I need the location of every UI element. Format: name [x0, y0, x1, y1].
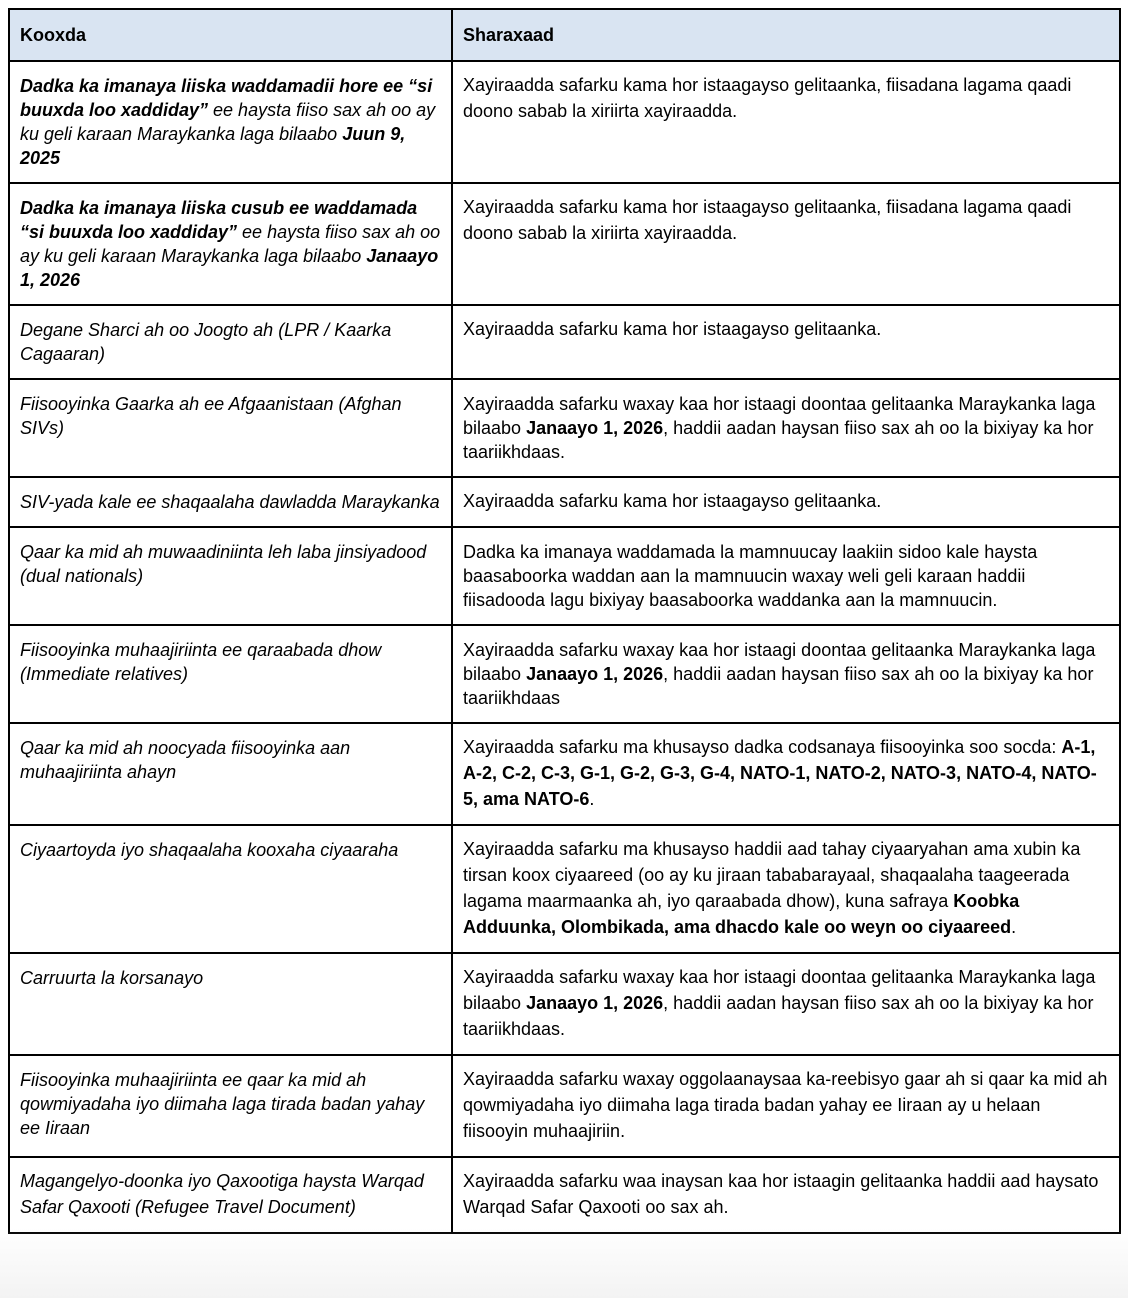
description-cell: [452, 1157, 1120, 1233]
description-cell: [452, 61, 1120, 183]
category-cell: [9, 953, 452, 1055]
text-segment: Xayiraadda safarku waxay oggolaanaysaa ka-reebisyo gaar ah si qaar ka mid ah qowmiyadaha iyo diimaha laga tirada badan yahay ee Iiraan ay u helaan fiisooyin muhaajiriin.: [463, 1069, 1108, 1141]
description-cell: [452, 625, 1120, 723]
text-segment: .: [589, 789, 595, 809]
category-cell: [9, 825, 452, 953]
table-row: [9, 477, 1120, 527]
category-cell: [9, 1157, 452, 1233]
category-cell: [9, 527, 452, 625]
text-segment: A-1, A-2, C-2, C-3, G-1, G-2, G-3, G-4, NATO-1, NATO-2, NATO-3, NATO-4, NATO-5, ama NATO-6: [463, 737, 1097, 809]
table-header-row: [9, 9, 1120, 61]
bottom-fade: [0, 1228, 1128, 1298]
category-cell: [9, 625, 452, 723]
text-segment: Ciyaartoyda iyo shaqaalaha kooxaha ciyaaraha: [20, 840, 399, 860]
category-cell: [9, 61, 452, 183]
description-cell: [452, 183, 1120, 305]
text-segment: Janaayo 1, 2026: [526, 418, 664, 438]
table-row: [9, 723, 1120, 825]
description-cell: [452, 825, 1120, 953]
text-segment: Xayiraadda safarku ma khusayso dadka codsanaya fiisooyinka soo socda:: [463, 737, 1062, 757]
table-row: [9, 825, 1120, 953]
text-segment: Dadka ka imanaya liiska waddamadii hore ee “si buuxda loo xaddiday”: [20, 76, 433, 120]
text-segment: , haddii aadan haysan fiiso sax ah oo la bixiyay ka hor taariikhdaas.: [463, 418, 1094, 462]
text-segment: Degane Sharci ah oo Joogto ah (LPR / Kaarka Cagaaran): [20, 320, 392, 364]
text-segment: Xayiraadda safarku waxay kaa hor istaagi doontaa gelitaanka Maraykanka laga bilaabo: [463, 394, 1096, 438]
text-segment: Magangelyo-doonka iyo Qaxootiga haysta Warqad Safar Qaxooti (Refugee Travel Document): [20, 1171, 424, 1217]
category-cell: [9, 1055, 452, 1157]
text-segment: Juun 9, 2025: [20, 124, 406, 168]
description-cell: [452, 1055, 1120, 1157]
text-segment: Janaayo 1, 2026: [526, 993, 664, 1013]
text-segment: ee haysta fiiso sax ah oo ay ku geli karaan Maraykanka laga bilaabo: [20, 100, 436, 144]
text-segment: Fiisooyinka Gaarka ah ee Afgaanistaan (Afghan SIVs): [20, 394, 402, 438]
text-segment: ee haysta fiiso sax ah oo ay ku geli karaan Maraykanka laga bilaabo: [20, 222, 441, 266]
text-segment: , haddii aadan haysan fiiso sax ah oo la bixiyay ka hor taariikhdaas.: [463, 993, 1094, 1039]
travel-ban-table: [8, 8, 1121, 1234]
description-cell: [452, 305, 1120, 379]
table-row: [9, 379, 1120, 477]
text-segment: , haddii aadan haysan fiiso sax ah oo la bixiyay ka hor taariikhdaas: [463, 664, 1094, 708]
text-segment: Xayiraadda safarku kama hor istaagayso gelitaanka.: [463, 491, 882, 511]
category-cell: [9, 477, 452, 527]
text-segment: Dadka ka imanaya waddamada la mamnuucay laakiin sidoo kale haysta baasaboorka waddan aan la mamnuucin waxay weli geli karaan haddii fiisadooda lagu bixiyay baasaboorka waddanka aan la mamnuucin.: [463, 542, 1038, 610]
category-cell: [9, 305, 452, 379]
table-row: [9, 953, 1120, 1055]
category-cell: [9, 379, 452, 477]
description-cell: [452, 379, 1120, 477]
table-row: [9, 61, 1120, 183]
text-segment: SIV-yada kale ee shaqaalaha dawladda Maraykanka: [20, 492, 440, 512]
table-row: [9, 1157, 1120, 1233]
text-segment: Dadka ka imanaya liiska cusub ee waddamada “si buuxda loo xaddiday”: [20, 198, 418, 242]
text-segment: Carruurta la korsanayo: [20, 968, 204, 988]
text-segment: Xayiraadda safarku waxay kaa hor istaagi doontaa gelitaanka Maraykanka laga bilaabo: [463, 640, 1096, 684]
text-segment: Qaar ka mid ah noocyada fiisooyinka aan muhaajiriinta ahayn: [20, 738, 351, 782]
table-row: [9, 625, 1120, 723]
description-cell: [452, 527, 1120, 625]
category-cell: [9, 183, 452, 305]
text-segment: Fiisooyinka muhaajiriinta ee qaar ka mid ah qowmiyadaha iyo diimaha laga tirada badan yahay ee Iiraan: [20, 1070, 425, 1138]
table-row: [9, 1055, 1120, 1157]
text-segment: Xayiraadda safarku ma khusayso haddii aad tahay ciyaaryahan ama xubin ka tirsan koox ciyaareed (oo ay ku jiraan tababarayaal, shaqaalaha taageerada lagama maarmaanka ah, iyo qaraabada dhow), kuna safraya: [463, 839, 1081, 911]
text-segment: Janaayo 1, 2026: [526, 664, 664, 684]
text-segment: Fiisooyinka muhaajiriinta ee qaraabada dhow (Immediate relatives): [20, 640, 382, 684]
column-header-kooxda: Kooxda: [9, 9, 452, 61]
table-row: [9, 527, 1120, 625]
table-row: [9, 305, 1120, 379]
text-segment: Janaayo 1, 2026: [20, 246, 439, 290]
category-cell: [9, 723, 452, 825]
text-segment: Xayiraadda safarku waxay kaa hor istaagi doontaa gelitaanka Maraykanka laga bilaabo: [463, 967, 1096, 1013]
text-segment: Koobka Adduunka, Olombikada, ama dhacdo kale oo weyn oo ciyaareed: [463, 891, 1020, 937]
text-segment: Xayiraadda safarku kama hor istaagayso gelitaanka, fiisadana lagama qaadi doono sabab la xiriirta xayiraadda.: [463, 75, 1072, 121]
text-segment: Xayiraadda safarku kama hor istaagayso gelitaanka, fiisadana lagama qaadi doono sabab la xiriirta xayiraadda.: [463, 197, 1072, 243]
description-cell: [452, 953, 1120, 1055]
text-segment: Xayiraadda safarku kama hor istaagayso gelitaanka.: [463, 319, 882, 339]
table-row: [9, 183, 1120, 305]
text-segment: Qaar ka mid ah muwaadiniinta leh laba jinsiyadood (dual nationals): [20, 542, 427, 586]
text-segment: .: [1011, 917, 1017, 937]
description-cell: [452, 723, 1120, 825]
text-segment: Xayiraadda safarku waa inaysan kaa hor istaagin gelitaanka haddii aad haysato Warqad Safar Qaxooti oo sax ah.: [463, 1171, 1099, 1217]
description-cell: [452, 477, 1120, 527]
column-header-sharaxaad: Sharaxaad: [452, 9, 1120, 61]
